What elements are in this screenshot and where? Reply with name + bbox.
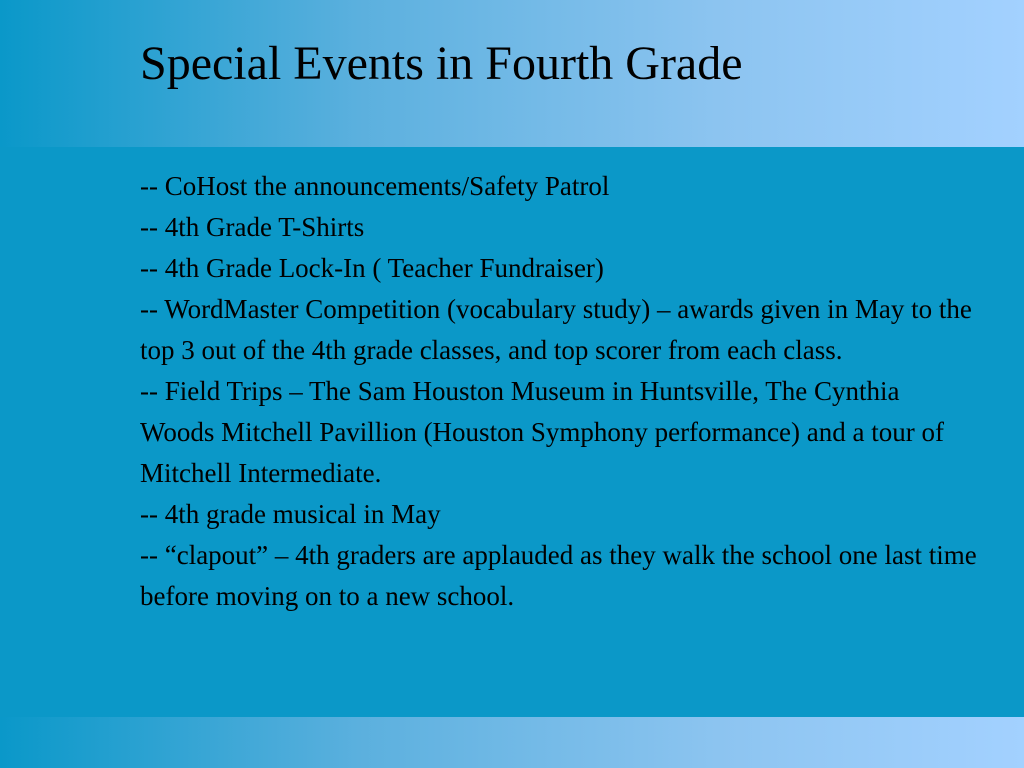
list-item: -- 4th grade musical in May (140, 499, 441, 529)
slide-title: Special Events in Fourth Grade (140, 37, 743, 90)
list-item: -- CoHost the announcements/Safety Patrol (140, 171, 610, 201)
list-item: -- 4th Grade Lock-In ( Teacher Fundraiser) (140, 253, 604, 283)
list-item: -- “clapout” – 4th graders are applauded as they walk the school one last time before moving on to a new school. (140, 540, 977, 611)
list-item: -- Field Trips – The Sam Houston Museum in Huntsville, The Cynthia Woods Mitchell Pavillion (Houston Symphony performance) and a tour of Mitchell Intermediate. (140, 376, 944, 488)
bullet-list (140, 166, 980, 617)
list-item: -- WordMaster Competition (vocabulary study) – awards given in May to the top 3 out of the 4th grade classes, and top scorer from each class. (140, 294, 972, 365)
list-item: -- 4th Grade T-Shirts (140, 212, 365, 242)
